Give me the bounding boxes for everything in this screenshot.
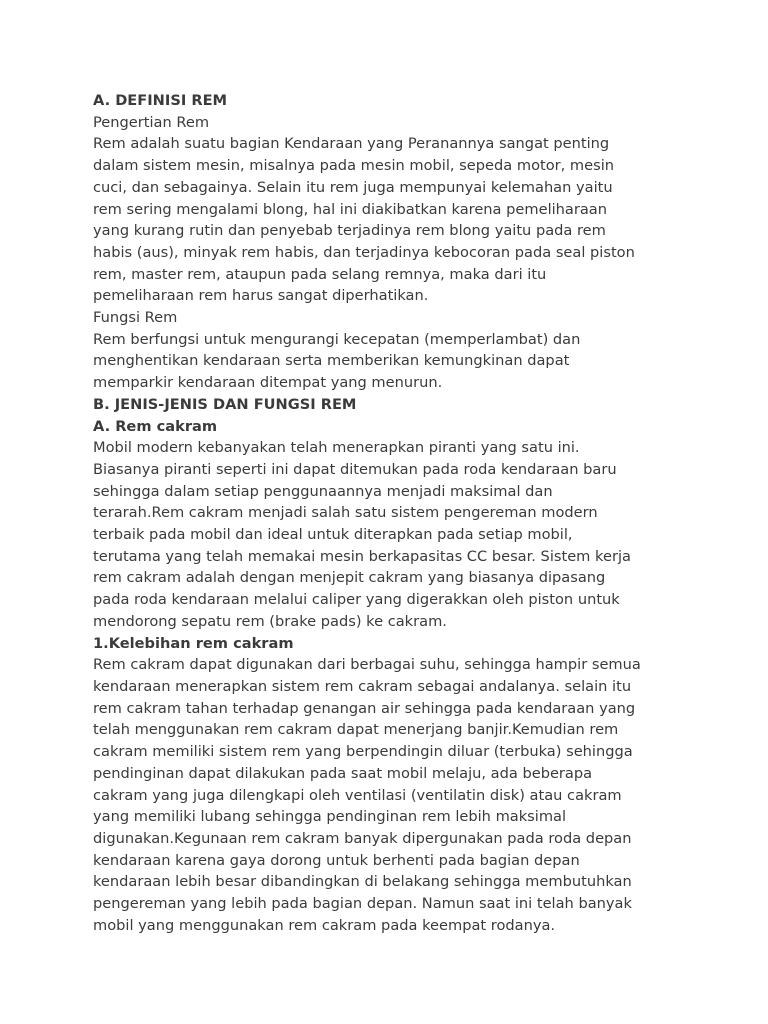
body-text-line: yang kurang rutin dan penyebab terjadinya rem blong yaitu pada rem	[93, 222, 606, 240]
section-heading: A. Rem cakram	[93, 417, 218, 435]
section-heading: A. DEFINISI REM	[93, 92, 228, 109]
section-heading: 1.Kelebihan rem cakram	[93, 634, 294, 652]
body-text-line: Fungsi Rem	[93, 309, 178, 327]
body-text-line: memparkir kendaraan ditempat yang menurun.	[93, 374, 443, 392]
body-text-line: kendaraan menerapkan sistem rem cakram sebagai andalanya. selain itu	[93, 677, 632, 695]
body-text-line: Rem berfungsi untuk mengurangi kecepatan (memperlambat) dan	[93, 330, 581, 348]
body-text-line: terutama yang telah memakai mesin berkapasitas CC besar. Sistem kerja	[93, 547, 631, 565]
body-text-line: Biasanya piranti seperti ini dapat ditemukan pada roda kendaraan baru	[93, 460, 617, 478]
body-text-line: cakram yang juga dilengkapi oleh ventilasi (ventilatin disk) atau cakram	[93, 786, 622, 804]
body-text-line: terbaik pada mobil dan ideal untuk diterapkan pada setiap mobil,	[93, 526, 573, 544]
body-text-line: pendinginan dapat dilakukan pada saat mobil melaju, ada beberapa	[93, 764, 593, 782]
body-text-line: rem cakram tahan terhadap genangan air sehingga pada kendaraan yang	[93, 699, 636, 717]
body-text-line: yang memiliki lubang sehingga pendinginan rem lebih maksimal	[93, 808, 567, 826]
body-text-line: rem sering mengalami blong, hal ini diakibatkan karena pemeliharaan	[93, 200, 608, 218]
body-text-line: habis (aus), minyak rem habis, dan terjadinya kebocoran pada seal piston	[93, 243, 635, 261]
body-text-line: kendaraan karena gaya dorong untuk berhenti pada bagian depan	[93, 851, 580, 869]
body-text-line: rem, master rem, ataupun pada selang remnya, maka dari itu	[93, 265, 547, 283]
body-text-line: Rem cakram dapat digunakan dari berbagai suhu, sehingga hampir semua	[93, 656, 641, 674]
document-page	[93, 90, 693, 936]
body-text-line: sehingga dalam setiap penggunaannya menjadi maksimal dan	[93, 482, 553, 500]
body-text-line: digunakan.Kegunaan rem cakram banyak dipergunakan pada roda depan	[93, 829, 632, 847]
body-text-line: pemeliharaan rem harus sangat diperhatikan.	[93, 287, 429, 305]
body-text-line: dalam sistem mesin, misalnya pada mesin mobil, sepeda motor, mesin	[93, 157, 615, 175]
body-text-line: menghentikan kendaraan serta memberikan kemungkinan dapat	[93, 352, 570, 370]
body-text-line: Mobil modern kebanyakan telah menerapkan piranti yang satu ini.	[93, 439, 580, 457]
body-text-line: pada roda kendaraan melalui caliper yang digerakkan oleh piston untuk	[93, 591, 620, 609]
section-heading: B. JENIS-JENIS DAN FUNGSI REM	[93, 395, 357, 413]
body-text-line: cakram memiliki sistem rem yang berpendingin diluar (terbuka) sehingga	[93, 743, 633, 761]
body-text-line: kendaraan lebih besar dibandingkan di belakang sehingga membutuhkan	[93, 873, 632, 891]
body-text-line: terarah.Rem cakram menjadi salah satu sistem pengereman modern	[93, 504, 598, 522]
body-text-line: cuci, dan sebagainya. Selain itu rem juga mempunyai kelemahan yaitu	[93, 178, 613, 196]
body-text-line: rem cakram adalah dengan menjepit cakram yang biasanya dipasang	[93, 569, 606, 587]
body-text-line: Pengertian Rem	[93, 113, 210, 131]
body-text-line: pengereman yang lebih pada bagian depan. Namun saat ini telah banyak	[93, 895, 632, 913]
body-text-line: mendorong sepatu rem (brake pads) ke cakram.	[93, 612, 447, 630]
body-text-line: Rem adalah suatu bagian Kendaraan yang Peranannya sangat penting	[93, 135, 610, 153]
body-text-line: mobil yang menggunakan rem cakram pada keempat rodanya.	[93, 916, 556, 934]
body-text-line: telah menggunakan rem cakram dapat menerjang banjir.Kemudian rem	[93, 721, 619, 739]
